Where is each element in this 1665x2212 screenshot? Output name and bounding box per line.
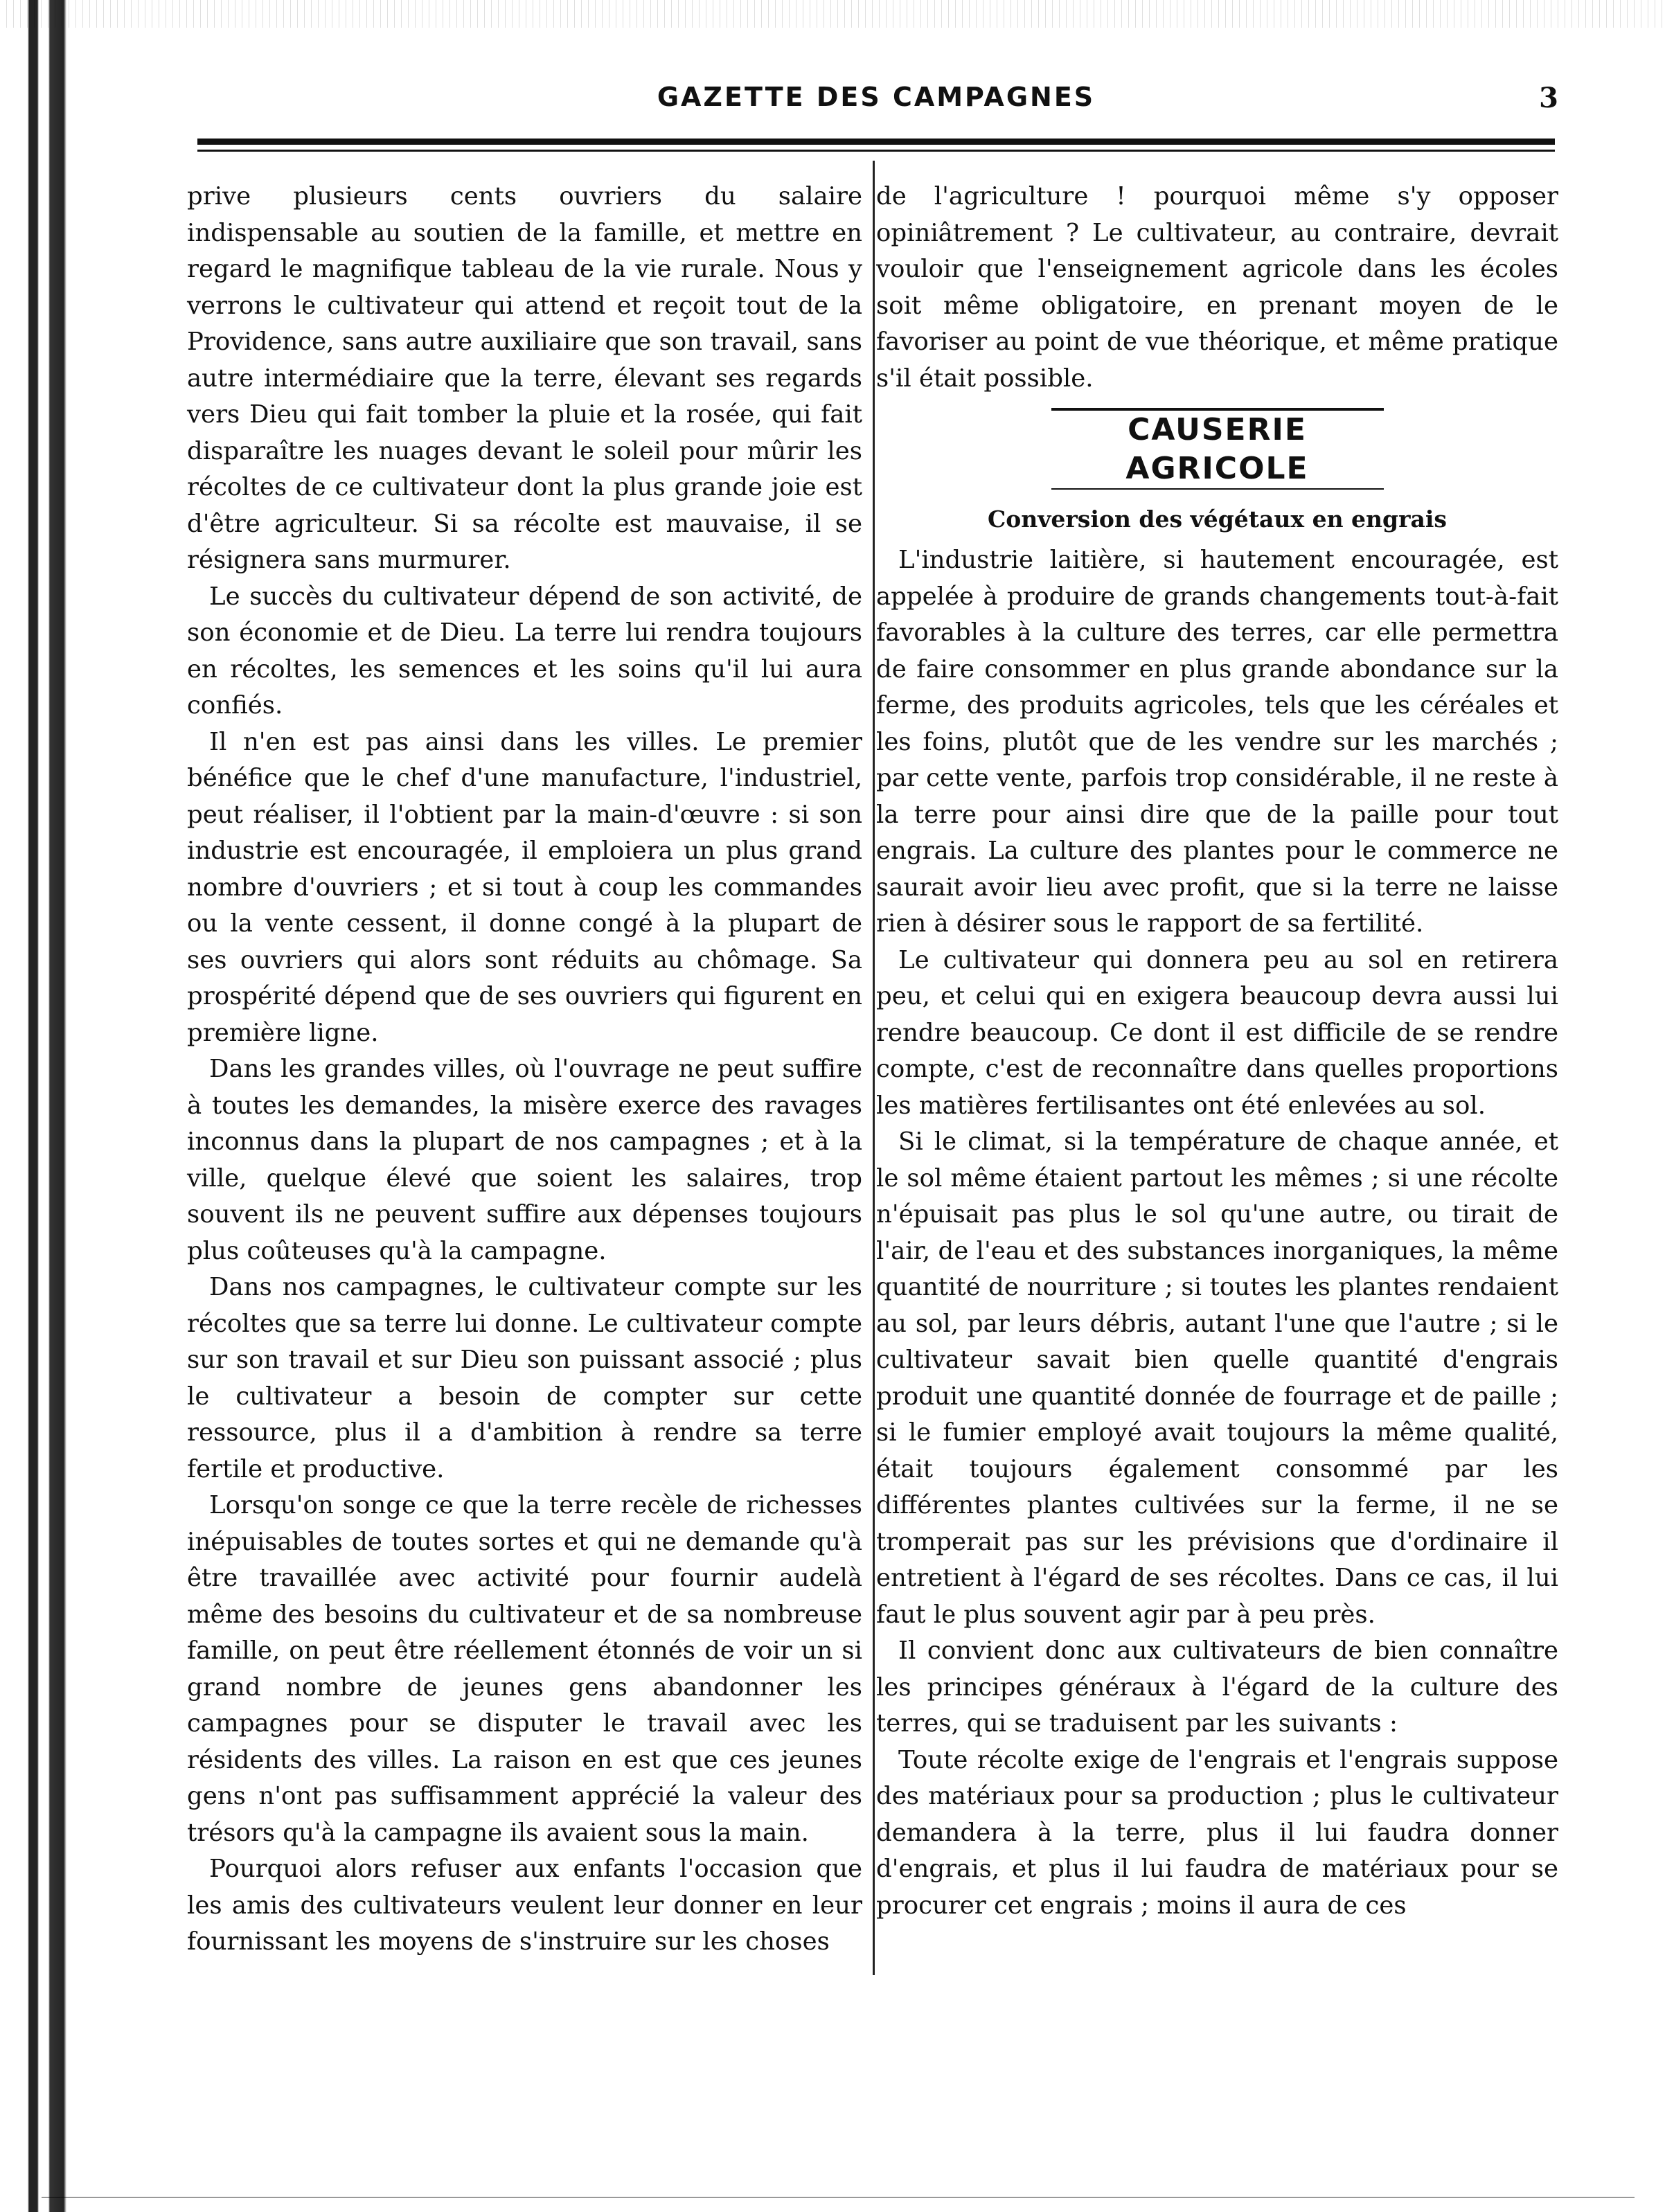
paragraph: Toute récolte exige de l'engrais et l'engrais suppose des matériaux pour sa production ; plus le cultivateur demandera à la terre, plus il lui faudra donner d'engrais, et plus il lui faudra de matériaux pour se procurer cet engrais ; moins il aura de ces	[876, 1745, 1558, 1920]
scan-binding-edge	[0, 0, 83, 2212]
paragraph: Le cultivateur qui donnera peu au sol en retirera peu, et celui qui en exigera beaucoup devra aussi lui rendre beaucoup. Ce dont il est difficile de se rendre compte, c'est de reconnaître dans quelles proportions les matières fertilisantes ont été enlevées au sol.	[876, 945, 1558, 1120]
page-bottom-edge	[42, 2197, 1635, 2198]
page-header	[187, 82, 1565, 123]
paragraph: Pourquoi alors refuser aux enfants l'occasion que les amis des cultivateurs veulent leur donner en leur fournissant les moyens de s'instruire sur les choses	[187, 1855, 862, 1956]
header-rule-thin	[197, 150, 1555, 152]
section-subtitle: Conversion des végétaux en engrais	[987, 506, 1447, 533]
page-number: 3	[1539, 82, 1558, 114]
paragraph: L'industrie laitière, si hautement encouragée, est appelée à produire de grands changements tout-à-fait favorables à la culture des terres, car elle permettra de faire consommer en plus grande abondance sur la ferme, des produits agricoles, tels que les céréales et les foins, plutôt que de les vendre sur les marchés ; par cette vente, parfois trop considérable, il ne reste à la terre pour ainsi dire que de la paille pour tout engrais. La culture des plantes pour le commerce ne saurait avoir lieu avec profit, que si la terre ne laisse rien à désirer sous le rapport de sa fertilité.	[876, 546, 1558, 938]
running-title: GAZETTE DES CAMPAGNES	[657, 82, 1096, 112]
paragraph: de l'agriculture ! pourquoi même s'y opposer opiniâtrement ? Le cultivateur, au contraire, devrait vouloir que l'enseignement agricole dans les écoles soit même obligatoire, en prenant moyen de le favoriser au point de vue théorique, et même pratique s'il était possible.	[876, 182, 1558, 393]
paragraph: Si le climat, si la température de chaque année, et le sol même étaient partout les mêmes ; si une récolte n'épuisait pas plus le sol qu'une autre, ou tirait de l'air, de l'eau et des substances inorganiques, la même quantité de nourriture ; si toutes les plantes rendaient au sol, par leurs débris, autant l'une que l'autre ; si le cultivateur savait bien quelle quantité d'engrais produit une quantité donnée de fourrage et de paille ; si le fumier employé avait toujours la même qualité, était toujours également consommé par les différentes plantes cultivées sur la ferme, il ne se tromperait pas sur les prévisions que d'ordinaire il entretient à l'égard de ses récoltes. Dans ce cas, il lui faut le plus souvent agir par à peu près.	[876, 1127, 1558, 1629]
scan-noise	[0, 0, 1665, 28]
paragraph: Dans nos campagnes, le cultivateur compte sur les récoltes que sa terre lui donne. Le cultivateur compte sur son travail et sur Dieu son puissant associé ; plus le cultivateur a besoin de compter sur cette ressource, plus il a d'ambition à rendre sa terre fertile et productive.	[187, 1273, 862, 1483]
paragraph: prive plusieurs cents ouvriers du salaire indispensable au soutien de la famille, et mettre en regard le magnifique tableau de la vie rurale. Nous y verrons le cultivateur qui attend et reçoit tout de la Providence, sans autre auxiliaire que son travail, sans autre intermédiaire que la terre, élevant ses regards vers Dieu qui fait tomber la pluie et la rosée, qui fait disparaître les nuages devant le soleil pour mûrir les récoltes de ce cultivateur dont la plus grande joie est d'être agriculteur. Si sa récolte est mauvaise, il se résignera sans murmurer.	[187, 182, 862, 574]
paragraph: Dans les grandes villes, où l'ouvrage ne peut suffire à toutes les demandes, la misère exerce des ravages inconnus dans la plupart de nos campagnes ; et à la ville, quelque élevé que soient les salaires, trop souvent ils ne peuvent suffire aux dépenses toujours plus coûteuses qu'à la campagne.	[187, 1055, 862, 1265]
paragraph: Il convient donc aux cultivateurs de bien connaître les principes généraux à l'égard de la culture des terres, qui se traduisent par les suivants :	[876, 1636, 1558, 1738]
paragraph: Lorsqu'on songe ce que la terre recèle de richesses inépuisables de toutes sortes et qui ne demande qu'à être travaillée avec activité pour fournir audelà même des besoins du cultivateur et de sa nombreuse famille, on peut être réellement étonnés de voir un si grand nombre de jeunes gens abandonner les campagnes pour se disputer le travail avec les résidents des villes. La raison en est que ces jeunes gens n'ont pas suffisamment apprécié la valeur des trésors qu'à la campagne ils avaient sous la main.	[187, 1491, 862, 1847]
right-column	[876, 179, 1558, 1924]
left-column	[187, 179, 862, 1961]
column-divider	[873, 161, 875, 1975]
header-rule-thick	[197, 139, 1555, 145]
paragraph: Le succès du cultivateur dépend de son activité, de son économie et de Dieu. La terre lui rendra toujours en récoltes, les semences et les soins qu'il lui aura confiés.	[187, 582, 862, 720]
section-title: CAUSERIE AGRICOLE	[1051, 408, 1384, 490]
paragraph: Il n'en est pas ainsi dans les villes. Le premier bénéfice que le chef d'une manufacture, l'industriel, peut réaliser, il l'obtient par la main-d'œuvre : si son industrie est encouragée, il emploiera un plus grand nombre d'ouvriers ; et si tout à coup les commandes ou la vente cessent, il donne congé à la plupart de ses ouvriers qui alors sont réduits au chômage. Sa prospérité dépend que de ses ouvriers qui figurent en première ligne.	[187, 727, 862, 1047]
